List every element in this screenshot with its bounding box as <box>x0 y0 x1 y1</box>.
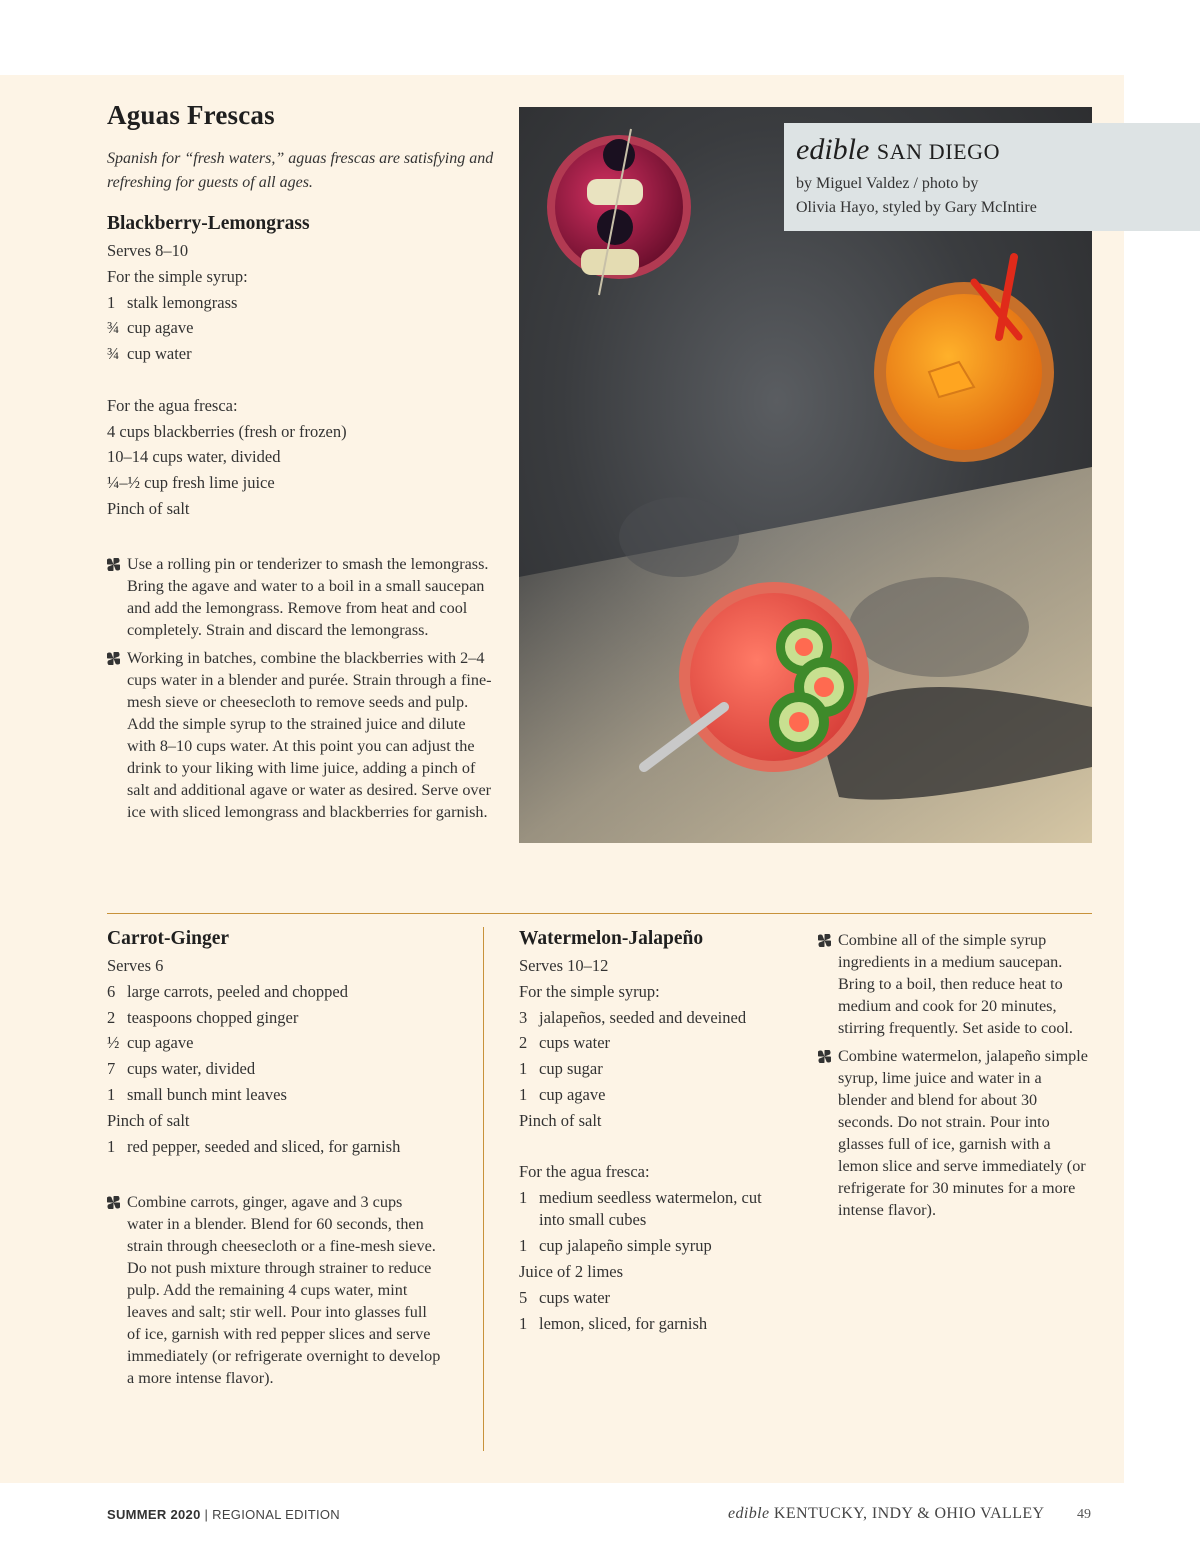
ingredient-item: 3 jalapeños, seeded and deveined <box>519 1007 747 1027</box>
step-item: Use a rolling pin or tenderizer to smash the lemongrass. Bring the agave and water to a boil in a small saucepan and add the lemongrass. Remove from heat and cool completely. Strain and discard the lemongrass. <box>107 553 497 641</box>
credit-box <box>784 123 1200 231</box>
syrup-label: For the simple syrup: <box>107 266 248 286</box>
ingredient-list <box>107 238 502 522</box>
ingredient-item: 2 cups water <box>519 1033 611 1053</box>
ingredient-item: 4 cups blackberries (fresh or frozen) <box>107 421 347 441</box>
section-divider <box>107 913 1092 914</box>
pinwheel-bullet-icon <box>818 934 831 947</box>
page-number: 49 <box>1077 1507 1091 1522</box>
ingredient-item: 7 cups water, divided <box>107 1059 256 1079</box>
page-title: Aguas Frescas <box>107 100 275 130</box>
step-item: Combine carrots, ginger, agave and 3 cups water in a blender. Blend for 60 seconds, then strain through cheesecloth or a fine-mesh sieve. Do not push mixture through strainer to reduce pulp. Add the remaining 4 cups water, mint leaves and salt; stir well. Pour into glasses full of ice, garnish with red pepper slices and serve immediately (or refrigerate overnight to develop a more intense flavor). <box>107 1191 442 1389</box>
watermelon-steps <box>818 929 1093 1227</box>
recipe-heading: Carrot-Ginger <box>107 928 230 949</box>
ingredient-item: 5 cups water <box>519 1287 611 1307</box>
ingredient-item: 1 small bunch mint leaves <box>107 1084 287 1104</box>
ingredient-item: 1 red pepper, seeded and sliced, for garnish <box>107 1136 401 1156</box>
ingredient-item: 6 large carrots, peeled and chopped <box>107 981 348 1001</box>
ingredient-item: 1 cup jalapeño simple syrup <box>519 1236 712 1256</box>
carrot-steps <box>107 1191 442 1395</box>
serves-text: Serves 6 <box>107 956 164 975</box>
ingredient-item: 1 medium seedless watermelon, cut into small cubes <box>519 1188 762 1230</box>
fresca-label: For the agua fresca: <box>107 395 238 415</box>
pinwheel-bullet-icon <box>107 558 120 571</box>
ingredient-item: ¾ cup water <box>107 344 192 364</box>
pinwheel-bullet-icon <box>107 652 120 665</box>
fresca-label: For the agua fresca: <box>519 1162 650 1182</box>
intro-text: Spanish for “fresh waters,” aguas frescas are satisfying and refreshing for guests of all ages. <box>107 150 494 191</box>
step-item: Combine all of the simple syrup ingredients in a medium saucepan. Bring to a boil, then reduce heat to medium and cook for 20 minutes, stirring frequently. Set aside to cool. <box>818 929 1093 1039</box>
credit-byline: by Miguel Valdez / photo by Olivia Hayo, styled by Gary McIntire <box>796 175 1037 216</box>
footer-publication: edible KENTUCKY, INDY & OHIO VALLEY <box>728 1505 1045 1522</box>
recipe-heading: Watermelon-Jalapeño <box>519 928 704 949</box>
serves-text: Serves 8–10 <box>107 241 189 260</box>
ingredient-item: ¼–½ cup fresh lime juice <box>107 473 275 493</box>
ingredient-item: Juice of 2 limes <box>519 1261 624 1281</box>
ingredient-item: ¾ cup agave <box>107 318 194 338</box>
ingredient-item: 1 stalk lemongrass <box>107 292 238 312</box>
recipe-carrot-ginger <box>107 928 477 1159</box>
ingredient-item: 2 teaspoons chopped ginger <box>107 1007 299 1027</box>
ingredient-item: Pinch of salt <box>107 498 190 518</box>
ingredient-item: 1 cup sugar <box>519 1059 603 1079</box>
recipe-heading: Blackberry-Lemongrass <box>107 213 310 234</box>
ingredient-item: Pinch of salt <box>107 1110 190 1130</box>
ingredient-item: 1 cup agave <box>519 1084 606 1104</box>
step-item: Combine watermelon, jalapeño simple syrup, lime juice and water in a blender and blend for about 30 seconds. Do not strain. Pour into glasses full of ice, garnish with a lemon slice and serve immediately (or refrigerate for 30 minutes for a more intense flavor). <box>818 1045 1093 1221</box>
ingredient-item: ½ cup agave <box>107 1033 194 1053</box>
pinwheel-bullet-icon <box>107 1196 120 1209</box>
recipe-watermelon-jalapeno <box>519 928 809 1336</box>
column-divider <box>483 927 484 1451</box>
recipe-blackberry-lemongrass <box>107 213 502 522</box>
blackberry-steps <box>107 553 497 829</box>
step-item: Working in batches, combine the blackberries with 2–4 cups water in a blender and purée. Strain through a fine-mesh sieve or cheesecloth to remove seeds and pulp. Add the simple syrup to the strained juice and dilute with 8–10 cups water. At this point you can adjust the drink to your liking with lime juice, adding a pinch of salt and additional agave or water as desired. Serve over ice with sliced lemongrass and blackberries for garnish. <box>107 647 497 823</box>
edible-san-diego-logo: edible SAN DIEGO <box>796 133 1001 166</box>
serves-text: Serves 10–12 <box>519 956 609 975</box>
ingredient-item: Pinch of salt <box>519 1110 602 1130</box>
ingredient-list <box>519 953 809 1336</box>
footer-issue: SUMMER 2020 | REGIONAL EDITION <box>107 1507 340 1522</box>
ingredient-list <box>107 953 477 1159</box>
pinwheel-bullet-icon <box>818 1050 831 1063</box>
ingredient-item: 10–14 cups water, divided <box>107 447 281 467</box>
ingredient-item: 1 lemon, sliced, for garnish <box>519 1313 708 1333</box>
syrup-label: For the simple syrup: <box>519 981 660 1001</box>
